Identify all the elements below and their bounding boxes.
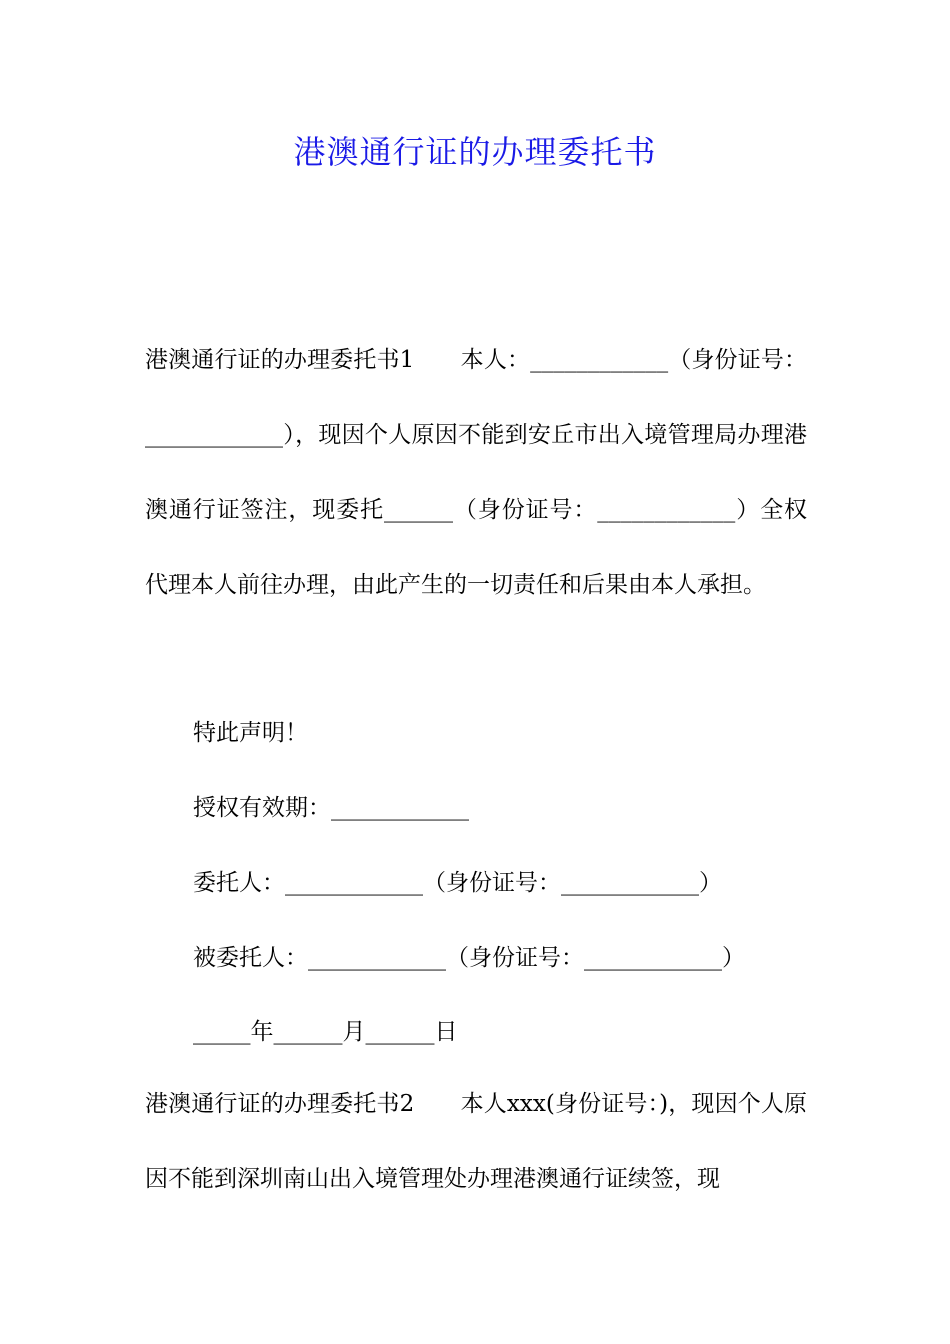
letter2-paragraph: 港澳通行证的办理委托书2 本人xxx(身份证号：)，现因个人原因不能到深圳南山出入境管理处办理港澳通行证续签，现 [145, 1091, 807, 1192]
document-title: 港澳通行证的办理委托书 [293, 133, 657, 171]
letter1-validity: 授权有效期：____________ [193, 795, 469, 821]
letter1-agent: 被委托人：____________（身份证号：____________） [193, 945, 745, 971]
letter1-date: _____年______月______日 [193, 1019, 458, 1045]
letter1-client: 委托人：____________（身份证号：____________） [193, 870, 722, 896]
letter1-paragraph: 港澳通行证的办理委托书1 本人：____________（身份证号：____________），现因个人原因不能到安丘市出入境管理局办理港澳通行证签注，现委托______（身份证号：____________）全权代理本人前往办理，由此产生的一切责任和后果由本人承担。 [145, 347, 807, 598]
letter1-statement: 特此声明！ [193, 720, 308, 746]
